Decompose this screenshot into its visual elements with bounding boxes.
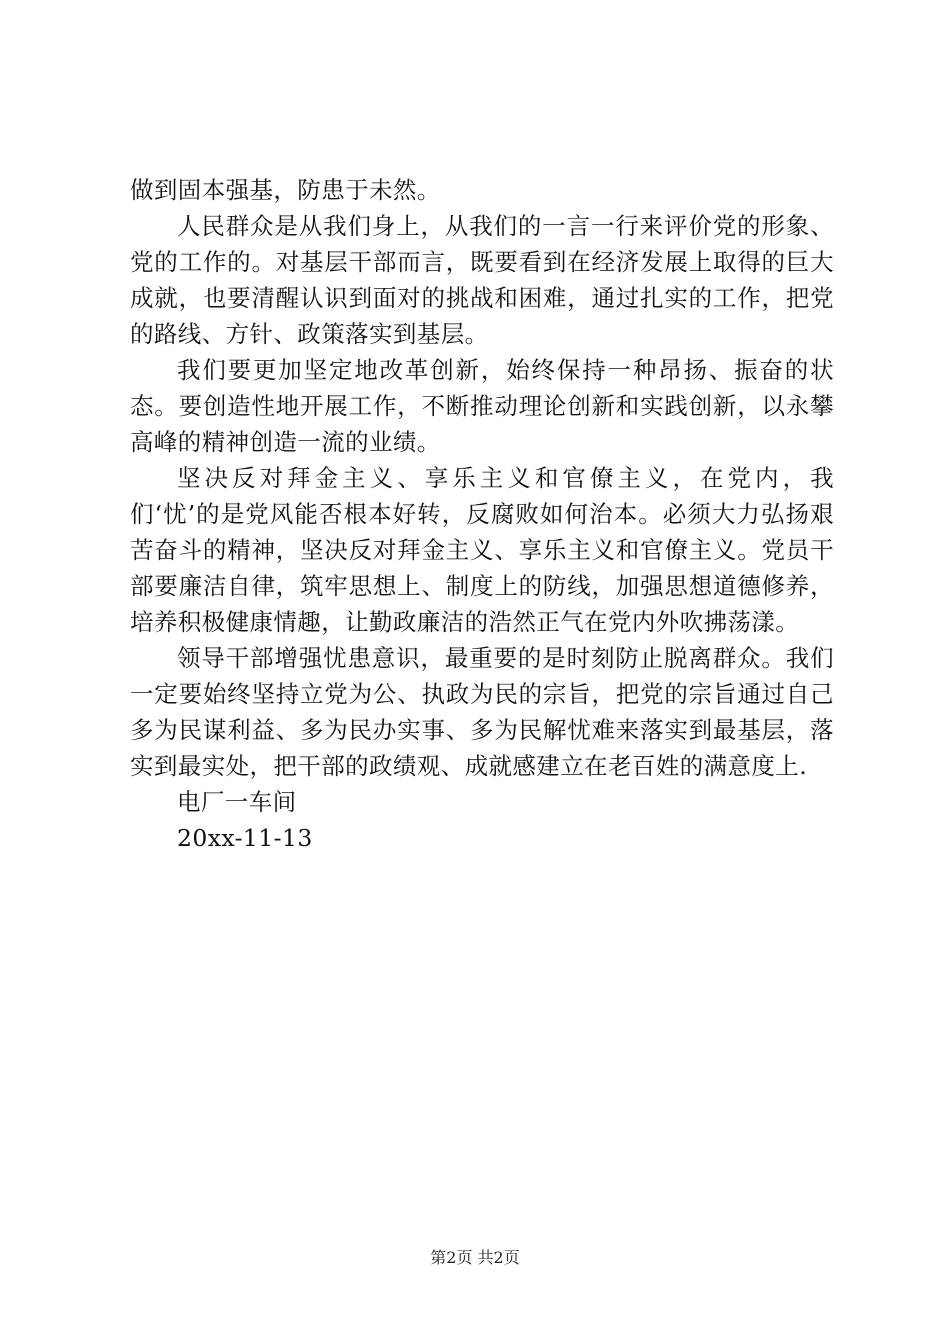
paragraph-4: 坚决反对拜金主义、享乐主义和官僚主义，在党内，我们‘忧’的是党风能否根本好转，反腐败如何治本。必须大力弘扬艰苦奋斗的精神，坚决反对拜金主义、享乐主义和官僚主义。党员干部要廉洁自律，筑牢思想上、制度上的防线，加强思想道德修养，培养积极健康情趣，让勤政廉洁的浩然正气在党内外吹拂荡漾。 [130,464,834,636]
page-number: 第2页 共2页 [430,1248,520,1267]
date: 20xx-11-13 [177,824,313,852]
paragraph-2: 人民群众是从我们身上，从我们的一言一行来评价党的形象、党的工作的。对基层干部而言，既要看到在经济发展上取得的巨大成就，也要清醒认识到面对的挑战和困难，通过扎实的工作，把党的路线、方针、政策落实到基层。 [130,212,834,348]
paragraph-5: 领导干部增强忧患意识，最重要的是时刻防止脱离群众。我们一定要始终坚持立党为公、执政为民的宗旨，把党的宗旨通过自己多为民谋利益、多为民办实事、多为民解忧难来落实到最基层，落实到最实处，把干部的政绩观、成就感建立在老百姓的满意度上. [130,644,834,780]
paragraph-1: 做到固本强基，防患于未然。 [130,176,441,204]
document-body [130,172,834,856]
signature: 电厂一车间 [177,788,297,816]
paragraph-3: 我们要更加坚定地改革创新，始终保持一种昂扬、振奋的状态。要创造性地开展工作，不断推动理论创新和实践创新，以永攀高峰的精神创造一流的业绩。 [130,356,834,456]
